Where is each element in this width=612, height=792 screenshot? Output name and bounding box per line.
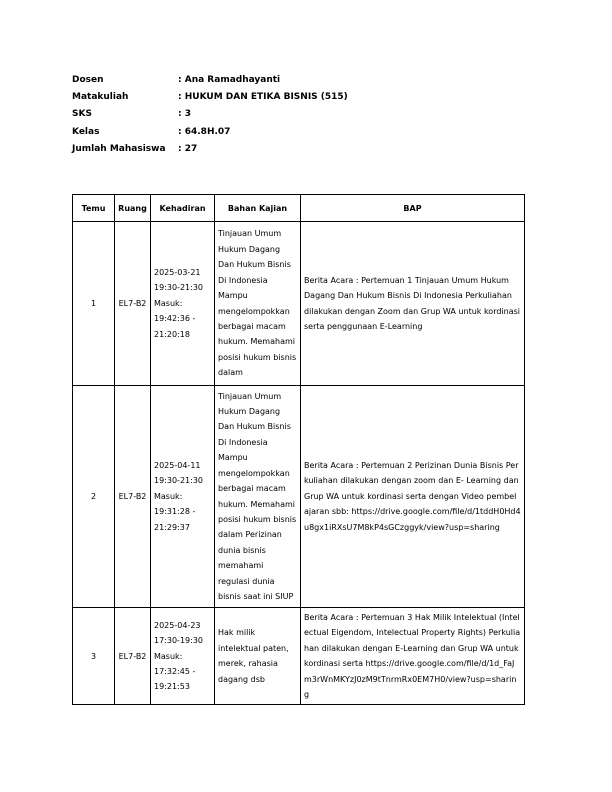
table-row bbox=[73, 386, 525, 608]
cell-bahan-kajian: Tinjauan Umum Hukum Dagang Dan Hukum Bisnis Di Indonesia Mampu mengelompokkan berbagai macam hukum. Memahami posisi hukum bisnis dalam bbox=[215, 222, 301, 386]
cell-bahan-kajian: Hak milik intelektual paten, merek, rahasia dagang dsb bbox=[215, 608, 301, 705]
info-label: Matakuliah bbox=[72, 92, 129, 103]
header-bahan-kajian: Bahan Kajian bbox=[215, 195, 301, 222]
info-label: Kelas bbox=[72, 126, 100, 137]
info-value: : HUKUM DAN ETIKA BISNIS (515) bbox=[178, 92, 348, 103]
kehadiran-schedule: 17:30-19:30 bbox=[154, 636, 203, 646]
kehadiran-date: 2025-03-21 bbox=[154, 267, 201, 277]
table-header-row bbox=[73, 195, 525, 222]
table-row bbox=[73, 608, 525, 705]
kehadiran-schedule: 19:30-21:30 bbox=[154, 476, 203, 486]
info-row-kelas bbox=[72, 124, 348, 141]
header-kehadiran: Kehadiran bbox=[151, 195, 215, 222]
attendance-table bbox=[72, 194, 525, 705]
kehadiran-in: 17:32:45 - bbox=[154, 666, 196, 676]
cell-temu: 1 bbox=[73, 222, 115, 386]
kehadiran-date: 2025-04-11 bbox=[154, 460, 201, 470]
info-label: SKS bbox=[72, 109, 92, 120]
kehadiran-label: Masuk: bbox=[154, 298, 183, 308]
cell-ruang: EL7-B2 bbox=[115, 222, 151, 386]
header-temu: Temu bbox=[73, 195, 115, 222]
info-value: : 3 bbox=[178, 109, 191, 120]
kehadiran-date: 2025-04-23 bbox=[154, 620, 201, 630]
kehadiran-in: 19:42:36 - bbox=[154, 314, 196, 324]
cell-bap: Berita Acara : Pertemuan 3 Hak Milik Intelektual (Intelectual Eigendom, Intelectual Property Rights) Perkuliahan dilakukan dengan E-Learning dan Grup WA untuk kordinasi serta https://drive.google.com/file/d/1d_FaJm3rWnMKYzJ0zM9tTnrmRx0EM7H0/view?usp=sharing bbox=[301, 608, 525, 705]
kehadiran-label: Masuk: bbox=[154, 651, 183, 661]
kehadiran-out: 19:21:53 bbox=[154, 682, 190, 692]
header-ruang: Ruang bbox=[115, 195, 151, 222]
kehadiran-out: 21:20:18 bbox=[154, 329, 190, 339]
cell-bap: Berita Acara : Pertemuan 2 Perizinan Dunia Bisnis Perkuliahan dilakukan dengan zoom dan E- Learning dan Grup WA untuk kordinasi serta dengan Video pembelajaran sbb: https://drive.google.com/file/d/1tddH0Hd4u8gx1iRXsU7M8kP4sGCzggyk/view?usp=sharing bbox=[301, 386, 525, 608]
kehadiran-schedule: 19:30-21:30 bbox=[154, 283, 203, 293]
cell-bahan-kajian: Tinjauan Umum Hukum Dagang Dan Hukum Bisnis Di Indonesia Mampu mengelompokkan berbagai macam hukum. Memahami posisi hukum bisnis dalam Perizinan dunia bisnis memahami regulasi dunia bisnis saat ini SIUP bbox=[215, 386, 301, 608]
kehadiran-in: 19:31:28 - bbox=[154, 507, 196, 517]
info-value: : 27 bbox=[178, 143, 198, 154]
info-label: Dosen bbox=[72, 75, 104, 85]
cell-ruang: EL7-B2 bbox=[115, 608, 151, 705]
cell-kehadiran bbox=[151, 608, 215, 705]
course-info bbox=[72, 72, 348, 158]
info-row-matakuliah bbox=[72, 89, 348, 106]
kehadiran-out: 21:29:37 bbox=[154, 522, 190, 532]
cell-bap: Berita Acara : Pertemuan 1 Tinjauan Umum Hukum Dagang Dan Hukum Bisnis Di Indonesia Perkuliahan dilakukan dengan Zoom dan Grup WA untuk kordinasi serta penggunaan E-Learning bbox=[301, 222, 525, 386]
cell-kehadiran bbox=[151, 386, 215, 608]
kehadiran-label: Masuk: bbox=[154, 491, 183, 501]
cell-ruang: EL7-B2 bbox=[115, 386, 151, 608]
info-value: : Ana Ramadhayanti bbox=[178, 75, 281, 85]
info-row-sks bbox=[72, 106, 348, 123]
header-bap: BAP bbox=[301, 195, 525, 222]
cell-temu: 2 bbox=[73, 386, 115, 608]
cell-temu: 3 bbox=[73, 608, 115, 705]
info-value: : 64.8H.07 bbox=[178, 126, 231, 137]
cell-kehadiran bbox=[151, 222, 215, 386]
info-row-dosen bbox=[72, 72, 348, 89]
table-row bbox=[73, 222, 525, 386]
info-row-jumlah-mahasiswa bbox=[72, 141, 348, 158]
info-label: Jumlah Mahasiswa bbox=[72, 143, 166, 154]
